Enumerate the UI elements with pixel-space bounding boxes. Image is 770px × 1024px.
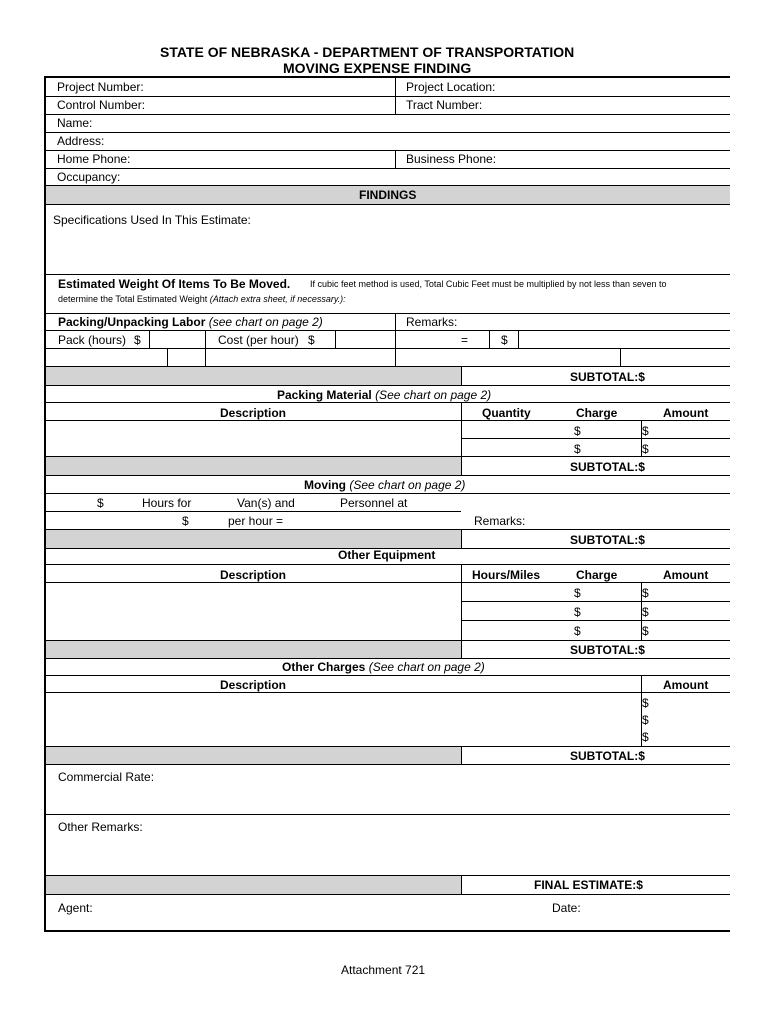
row-line [46,511,461,512]
moving-rate-dollar: $ [97,496,104,510]
project-number-label[interactable]: Project Number: [57,80,144,94]
other-equipment-amount-2[interactable]: $ [642,605,649,619]
row-line [462,438,730,439]
col-line [461,366,462,385]
info-divider-phone [395,150,396,168]
col-line [489,330,490,348]
specifications-label[interactable]: Specifications Used In This Estimate: [53,213,251,227]
col-line [149,330,150,348]
other-charges-subtotal[interactable]: SUBTOTAL:$ [570,749,645,763]
row-line [46,96,730,97]
other-equipment-amount-1[interactable]: $ [642,586,649,600]
packing-material-subtotal[interactable]: SUBTOTAL:$ [570,460,645,474]
row-line [46,814,730,815]
equals-sign: = [461,333,469,347]
row-line [46,385,730,386]
packing-material-title: Packing Material (See chart on page 2) [277,388,492,402]
row-line [46,675,730,676]
page-footer: Attachment 721 [341,963,426,977]
packing-material-description-header: Description [220,406,287,420]
packing-material-charge-1[interactable]: $ [574,424,581,438]
row-line [46,475,730,476]
packing-labor-subtotal[interactable]: SUBTOTAL:$ [570,370,645,384]
packing-material-charge-2[interactable]: $ [574,442,581,456]
other-equipment-subtotal[interactable]: SUBTOTAL:$ [570,643,645,657]
pack-hours-label: Pack (hours) [58,333,127,347]
subtotal-shade [46,367,461,385]
other-charges-amount-1[interactable]: $ [642,696,649,710]
subtotal-shade [46,530,461,548]
pack-hours-dollar: $ [134,333,141,347]
form-border-top [44,76,730,78]
personnel-at-label: Personnel at [340,496,408,510]
cost-dollar: $ [308,333,315,347]
col-line [620,348,621,366]
other-equipment-charge-2[interactable]: $ [574,605,581,619]
packing-material-charge-header: Charge [576,406,618,420]
other-charges-description-header: Description [220,678,287,692]
agent-label[interactable]: Agent: [58,901,93,915]
row-line [462,601,730,602]
vans-and-label: Van(s) and [237,496,295,510]
row-line [46,658,730,659]
packing-labor-remarks-label[interactable]: Remarks: [406,315,458,329]
row-line [46,582,730,583]
col-line [461,456,462,475]
other-charges-amount-2[interactable]: $ [642,713,649,727]
row-line [46,274,730,275]
date-label[interactable]: Date: [552,901,581,915]
weight-note-2: determine the Total Estimated Weight (Attach extra sheet, if necessary.): [58,294,346,304]
row-line [46,132,730,133]
row-line [46,420,730,421]
other-charges-amount-header: Amount [663,678,709,692]
row-line [46,168,730,169]
moving-remarks-label[interactable]: Remarks: [474,514,526,528]
cost-per-hour-label: Cost (per hour) [218,333,299,347]
row-line [46,764,730,765]
col-line [461,529,462,548]
findings-heading: FINDINGS [359,188,417,202]
final-estimate-shade [46,876,461,894]
row-line [46,366,730,367]
address-label[interactable]: Address: [57,134,105,148]
other-equipment-amount-header: Amount [663,568,709,582]
per-hour-dollar: $ [182,514,189,528]
row-line [46,402,730,403]
other-equipment-charge-3[interactable]: $ [574,624,581,638]
other-equipment-description-header: Description [220,568,287,582]
form-subtitle: MOVING EXPENSE FINDING [283,60,472,76]
other-charges-amount-3[interactable]: $ [642,730,649,744]
col-line [167,348,168,366]
form-title: STATE OF NEBRASKA - DEPARTMENT OF TRANSPORTATION [160,44,575,60]
col-line [395,313,396,366]
control-number-label[interactable]: Control Number: [57,98,146,112]
tract-number-label[interactable]: Tract Number: [406,98,483,112]
row-line [46,150,730,151]
per-hour-label: per hour = [228,514,284,528]
col-line [335,330,336,348]
row-line [46,348,730,349]
row-line [46,894,730,895]
home-phone-label[interactable]: Home Phone: [57,152,131,166]
col-line [461,640,462,658]
hours-for-label: Hours for [142,496,192,510]
project-location-label[interactable]: Project Location: [406,80,496,94]
form-border-bottom [44,930,730,932]
packing-material-amount-header: Amount [663,406,709,420]
other-equipment-charge-1[interactable]: $ [574,586,581,600]
col-line [518,330,519,348]
other-charges-title: Other Charges (See chart on page 2) [282,660,485,674]
subtotal-shade [46,457,461,475]
weight-title: Estimated Weight Of Items To Be Moved. [58,277,291,291]
packing-material-amount-2[interactable]: $ [642,442,649,456]
packing-labor-title: Packing/Unpacking Labor (see chart on page 2) [58,315,323,329]
row-line [46,692,730,693]
col-line [461,564,462,640]
packing-material-quantity-header: Quantity [482,406,531,420]
name-label[interactable]: Name: [57,116,93,130]
col-line [461,746,462,764]
row-line [462,620,730,621]
other-equipment-hours-header: Hours/Miles [472,568,541,582]
row-line [46,564,730,565]
total-dollar: $ [501,333,508,347]
other-remarks-label[interactable]: Other Remarks: [58,820,143,834]
subtotal-shade [46,747,461,764]
subtotal-shade [46,641,461,658]
moving-subtotal[interactable]: SUBTOTAL:$ [570,533,645,547]
col-line [461,402,462,456]
row-line [46,114,730,115]
row-line [46,204,730,205]
other-equipment-amount-3[interactable]: $ [642,624,649,638]
other-equipment-title: Other Equipment [338,548,436,562]
other-equipment-charge-header: Charge [576,568,618,582]
moving-title: Moving (See chart on page 2) [304,478,466,492]
occupancy-label[interactable]: Occupancy: [57,170,121,184]
packing-material-amount-1[interactable]: $ [642,424,649,438]
weight-note: If cubic feet method is used, Total Cubic Feet must be multiplied by not less than seven to [310,279,667,289]
row-line [46,493,730,494]
final-estimate[interactable]: FINAL ESTIMATE:$ [534,878,643,892]
commercial-rate-label[interactable]: Commercial Rate: [58,770,155,784]
col-line [461,875,462,894]
row-line [46,313,730,314]
business-phone-label[interactable]: Business Phone: [406,152,497,166]
